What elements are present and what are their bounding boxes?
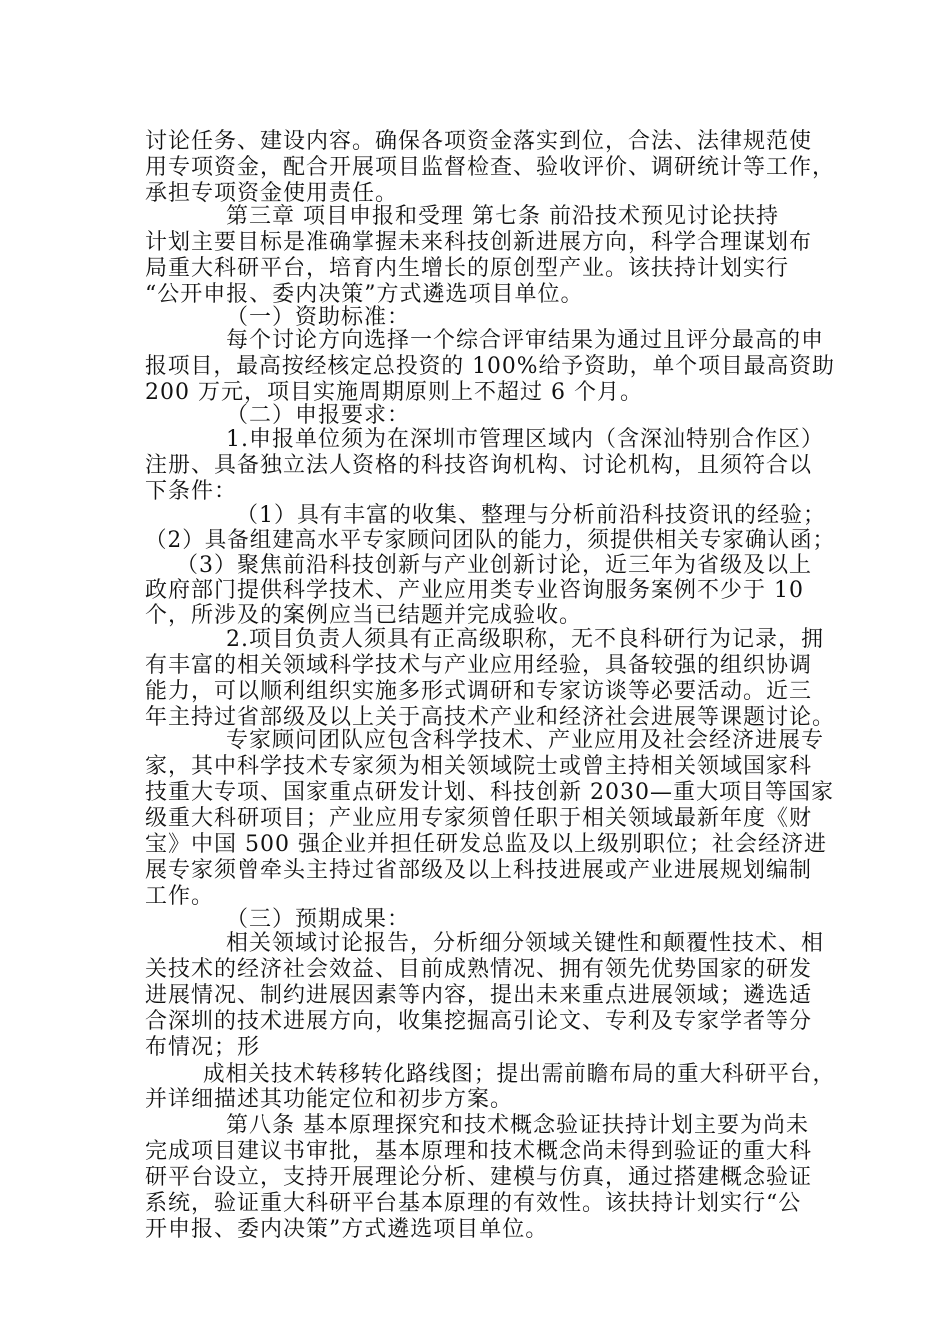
text-line: 个，所涉及的案例应当已结题并完成验收。 <box>145 603 583 628</box>
list-item-line: （1）具有丰富的收集、整理与分析前沿科技资讯的经验； <box>236 503 826 528</box>
text-line: 级重大科研项目；产业应用专家须曾任职于相关领域最新年度《财 <box>145 806 813 831</box>
text-line: 报项目，最高按经核定总投资的 100%给予资助，单个项目最高资助 <box>145 354 835 379</box>
text-line: 完成项目建议书审批，基本原理和技术概念尚未得到验证的重大科 <box>145 1139 813 1164</box>
list-item-line: （2）具备组建高水平专家顾问团队的能力，须提供相关专家确认函； <box>145 528 835 553</box>
text-line: 200 万元，项目实施周期原则上不超过 6 个月。 <box>145 380 643 405</box>
text-line: 注册、具备独立法人资格的科技咨询机构、讨论机构，且须符合以 <box>145 453 813 478</box>
text-line: 家，其中科学技术专家须为相关领域院士或曾主持相关领域国家科 <box>145 754 813 779</box>
text-line: 局重大科研平台，培育内生增长的原创型产业。该扶持计划实行 <box>145 256 790 281</box>
text-line: 承担专项资金使用责任。 <box>145 181 399 206</box>
text-line: 工作。 <box>145 884 215 909</box>
text-line: 研平台设立，支持开展理论分析、建模与仿真，通过搭建概念验证 <box>145 1165 813 1190</box>
text-line: 计划主要目标是准确掌握未来科技创新进展方向，科学合理谋划布 <box>145 230 813 255</box>
text-line: 展专家须曾牵头主持过省部级及以上科技进展或产业进展规划编制 <box>145 858 813 883</box>
text-line: “公开申报、委内决策”方式遴选项目单位。 <box>145 282 584 307</box>
section-heading: （三）预期成果： <box>226 907 411 932</box>
text-line: 有丰富的相关领域科学技术与产业应用经验，具备较强的组织协调 <box>145 653 813 678</box>
text-line: 合深圳的技术进展方向，收集挖掘高引论文、专利及专家学者等分 <box>145 1009 813 1034</box>
text-line: 布情况；形 <box>145 1035 261 1060</box>
text-line: 能力，可以顺利组织实施多形式调研和专家访谈等必要活动。近三 <box>145 679 813 704</box>
text-line: 政府部门提供科学技术、产业应用类专业咨询服务案例不少于 10 <box>145 578 804 603</box>
text-line: 进展情况、制约进展因素等内容，提出未来重点进展领域；遴选适 <box>145 983 813 1008</box>
text-line: 下条件： <box>145 479 238 504</box>
text-line: 成相关技术转移转化路线图；提出需前瞻布局的重大科研平台， <box>203 1062 836 1087</box>
section-heading: （一）资助标准： <box>226 305 411 330</box>
text-line: 1.申报单位须为在深圳市管理区域内（含深汕特别合作区） <box>226 427 824 452</box>
text-line: 每个讨论方向选择一个综合评审结果为通过且评分最高的申 <box>226 328 825 353</box>
text-line: 系统，验证重大科研平台基本原理的有效性。该扶持计划实行“公 <box>145 1191 802 1216</box>
text-line: 相关领域讨论报告，分析细分领域关键性和颠覆性技术、相 <box>226 931 825 956</box>
article-heading-line: 第八条 基本原理探究和技术概念验证扶持计划主要为尚未 <box>226 1113 809 1138</box>
list-item-line: （3）聚焦前沿科技创新与产业创新讨论，近三年为省级及以上 <box>176 553 812 578</box>
text-line: 2.项目负责人须具有正高级职称，无不良科研行为记录，拥 <box>226 627 824 652</box>
text-line: 开申报、委内决策”方式遴选项目单位。 <box>145 1217 549 1242</box>
section-heading: （二）申报要求： <box>226 403 411 428</box>
text-line: 讨论任务、建设内容。确保各项资金落实到位，合法、法律规范使 <box>145 129 813 154</box>
text-line: 并详细描述其功能定位和初步方案。 <box>145 1087 514 1112</box>
text-line: 宝》中国 500 强企业并担任研发总监及以上级别职位；社会经济进 <box>145 832 827 857</box>
text-line: 用专项资金，配合开展项目监督检查、验收评价、调研统计等工作， <box>145 155 836 180</box>
text-line: 年主持过省部级及以上关于高技术产业和经济社会进展等课题讨论。 <box>145 705 836 730</box>
chapter-heading-line: 第三章 项目申报和受理 第七条 前沿技术预见讨论扶持 <box>226 204 779 229</box>
text-line: 关技术的经济社会效益、目前成熟情况、拥有领先优势国家的研发 <box>145 957 813 982</box>
text-line: 专家顾问团队应包含科学技术、产业应用及社会经济进展专 <box>226 728 825 753</box>
text-line: 技重大专项、国家重点研发计划、科技创新 2030—重大项目等国家 <box>145 780 834 805</box>
